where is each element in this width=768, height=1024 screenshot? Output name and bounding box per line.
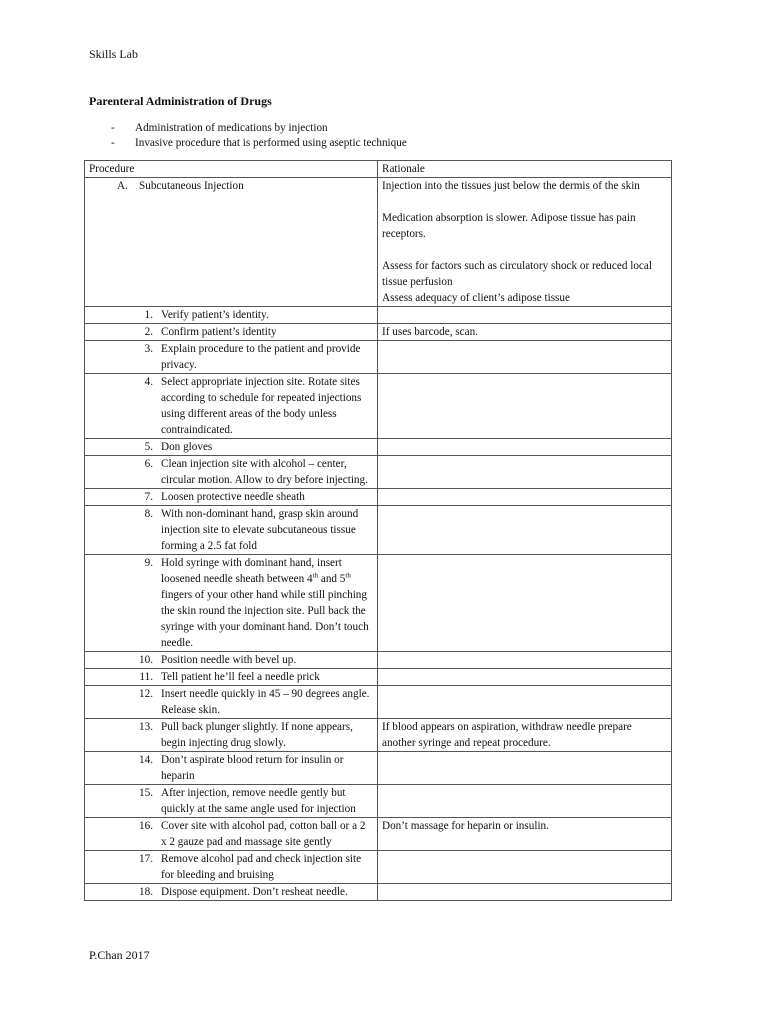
table-row [85,818,672,851]
rationale-cell [378,489,672,506]
step-text: Explain procedure to the patient and provide privacy. [161,343,361,371]
step-number: 14. [139,754,153,766]
page-footer: P.Chan 2017 [89,948,150,962]
step-number: 13. [139,721,153,733]
rationale-cell: Don’t massage for heparin or insulin. [378,818,672,851]
procedure-table [84,160,672,901]
table-row [85,324,672,341]
step-text: Insert needle quickly in 45 – 90 degrees angle. Release skin. [161,688,370,716]
rationale-text: Injection into the tissues just below the dermis of the skin [382,180,640,192]
rationale-cell [378,506,672,555]
rationale-cell [378,851,672,884]
procedure-cell [85,818,378,851]
step-number: 8. [144,508,153,520]
procedure-cell [85,555,378,652]
intro-bullet-list [111,121,407,151]
ordinal-suffix: th [312,571,319,580]
step-text: Verify patient’s identity. [161,309,269,321]
dash-marker: - [111,137,115,149]
step-text: Confirm patient’s identity [161,326,277,338]
step-number: 9. [144,557,153,569]
procedure-cell [85,669,378,686]
bullet-item [111,121,407,136]
procedure-cell [85,489,378,506]
procedure-cell [85,456,378,489]
table-row [85,439,672,456]
step-text: Remove alcohol pad and check injection site for bleeding and bruising [161,853,362,881]
table-header-row [85,161,672,178]
procedure-cell [85,686,378,719]
step-number: 7. [144,491,153,503]
table-row [85,374,672,439]
table-row [85,686,672,719]
table-row [85,307,672,324]
step-number: 10. [139,654,153,666]
section-letter: A. [117,180,128,192]
section-row [85,178,672,307]
procedure-cell [85,851,378,884]
dash-marker: - [111,122,115,134]
step-text: Position needle with bevel up. [161,654,297,666]
header-procedure: Procedure [85,161,378,178]
rationale-cell [378,686,672,719]
procedure-cell [85,324,378,341]
rationale-cell [378,439,672,456]
step-number: 12. [139,688,153,700]
step-number: 3. [144,343,153,355]
step-text: Loosen protective needle sheath [161,491,305,503]
rationale-cell [378,456,672,489]
page-header: Skills Lab [89,47,139,61]
procedure-cell [85,439,378,456]
step-text: Don’t aspirate blood return for insulin or heparin [161,754,344,782]
rationale-cell [378,374,672,439]
document-title: Parenteral Administration of Drugs [89,94,272,108]
step-number: 15. [139,787,153,799]
step-text: Dispose equipment. Don’t resheat needle. [161,886,348,898]
table-row [85,719,672,752]
rationale-text: Assess for factors such as circulatory shock or reduced local tissue perfusion [382,260,652,288]
procedure-cell [85,785,378,818]
step-text: Select appropriate injection site. Rotate sites according to schedule for repeated injections using different areas of the body unless contraindicated. [161,376,362,436]
table-row [85,555,672,652]
table-row [85,489,672,506]
table-row [85,785,672,818]
step-text: Clean injection site with alcohol – center, circular motion. Allow to dry before injecting. [161,458,368,486]
step-text: With non-dominant hand, grasp skin around injection site to elevate subcutaneous tissue forming a 2.5 fat fold [161,508,359,552]
procedure-cell [85,506,378,555]
step-number: 4. [144,376,153,388]
rationale-cell: If blood appears on aspiration, withdraw needle prepare another syringe and repeat procedure. [378,719,672,752]
rationale-cell [378,884,672,901]
procedure-cell [85,884,378,901]
step-number: 5. [144,441,153,453]
step-number: 17. [139,853,153,865]
procedure-cell [85,752,378,785]
bullet-item [111,136,407,151]
rationale-text: Assess adequacy of client’s adipose tissue [382,292,570,304]
table-row [85,456,672,489]
step-number: 1. [144,309,153,321]
rationale-cell: If uses barcode, scan. [378,324,672,341]
rationale-cell [378,307,672,324]
table-row [85,506,672,555]
rationale-cell [378,785,672,818]
step-text [161,555,373,651]
bullet-text: Invasive procedure that is performed using aseptic technique [135,137,407,149]
table-row [85,669,672,686]
table-row [85,851,672,884]
header-rationale: Rationale [378,161,672,178]
table-row [85,884,672,901]
rationale-cell [378,752,672,785]
rationale-cell [378,652,672,669]
procedure-cell [85,374,378,439]
step-text: Don gloves [161,441,213,453]
ordinal-suffix: th [345,571,351,580]
table-row [85,341,672,374]
section-label: Subcutaneous Injection [139,180,244,192]
table-row [85,752,672,785]
procedure-cell [85,719,378,752]
step-text-part: and 5 [318,573,346,585]
procedure-cell [85,307,378,324]
step-text: Tell patient he’ll feel a needle prick [161,671,320,683]
procedure-cell [85,341,378,374]
rationale-cell [378,669,672,686]
table-row [85,652,672,669]
rationale-cell [378,341,672,374]
step-number: 2. [144,326,153,338]
bullet-text: Administration of medications by injection [135,122,328,134]
section-cell [85,178,378,307]
step-number: 18. [139,886,153,898]
step-text-part: fingers of your other hand while still pinching the skin round the injection site. Pull back the syringe with your dominant hand. Don’t touch needle. [161,589,369,649]
rationale-text: Medication absorption is slower. Adipose tissue has pain receptors. [382,212,636,240]
step-text-part: Hold syringe with dominant hand, insert loosened needle sheath between 4 [161,557,342,585]
step-text: Pull back plunger slightly. If none appears, begin injecting drug slowly. [161,721,353,749]
procedure-cell [85,652,378,669]
step-text: Cover site with alcohol pad, cotton ball or a 2 x 2 gauze pad and massage site gently [161,820,366,848]
step-number: 11. [139,671,153,683]
step-text: After injection, remove needle gently but quickly at the same angle used for injection [161,787,356,815]
rationale-cell [378,555,672,652]
section-rationale-cell [378,178,672,307]
step-number: 6. [144,458,153,470]
step-number: 16. [139,820,153,832]
